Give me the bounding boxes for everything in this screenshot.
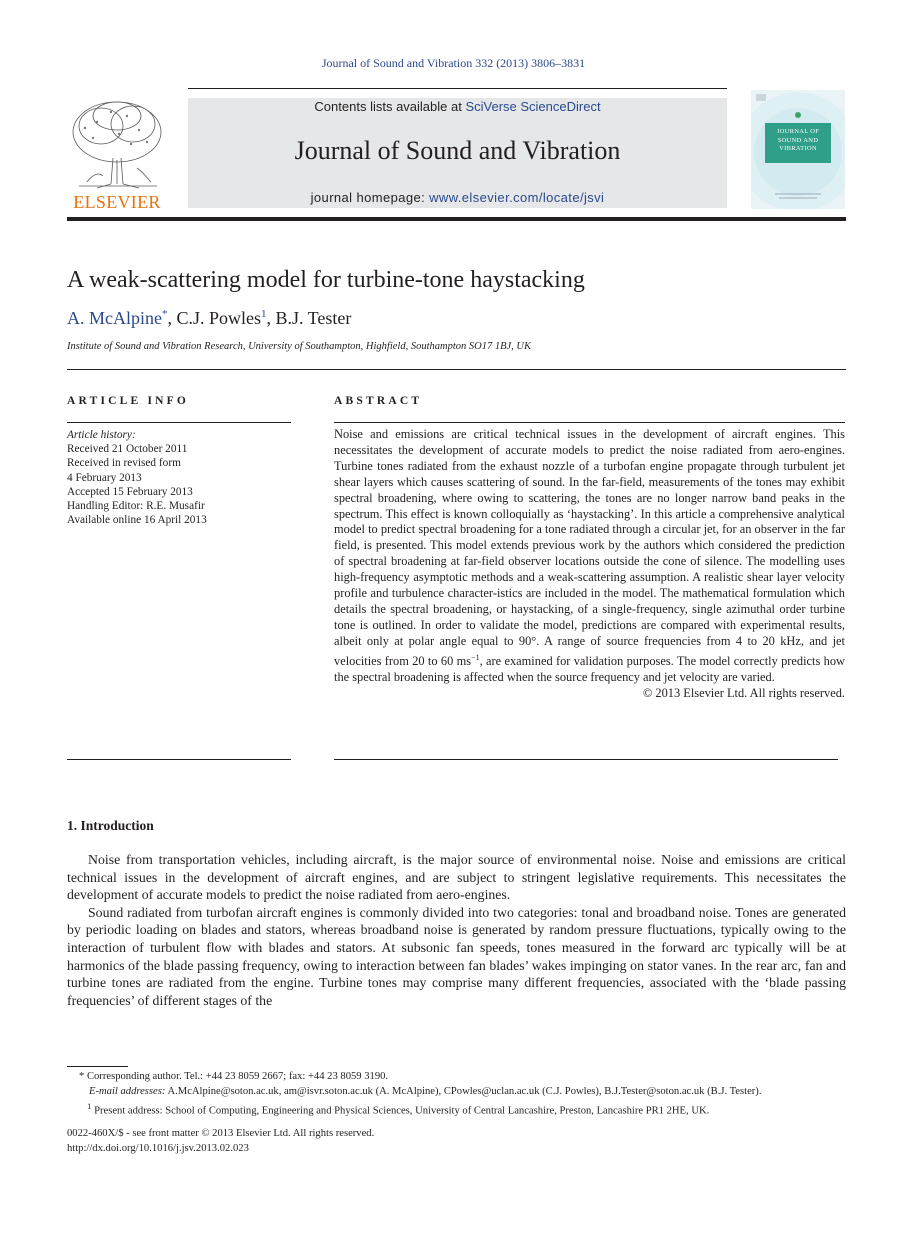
tree-icon	[67, 98, 167, 190]
author-mcalpine[interactable]: A. McAlpine	[67, 308, 162, 328]
history-label: Article history:	[67, 429, 136, 441]
footnote-mark: *	[79, 1071, 85, 1082]
contents-prefix: Contents lists available at	[314, 99, 466, 114]
footnote-corresponding	[67, 1069, 846, 1084]
abstract-superscript: −1	[471, 652, 480, 662]
footnote-present-address	[67, 1099, 846, 1119]
issn-line: 0022-460X/$ - see front matter © 2013 Elsevier Ltd. All rights reserved.	[67, 1128, 375, 1139]
abstract-copyright: © 2013 Elsevier Ltd. All rights reserved.	[642, 685, 845, 700]
header-rule	[188, 88, 727, 89]
author-list: A. McAlpine*, C.J. Powles$^1$, B.J. Tester	[67, 308, 352, 328]
title-divider	[67, 369, 846, 370]
contents-line	[188, 99, 727, 114]
email-label: E-mail addresses:	[89, 1086, 166, 1097]
article-history	[67, 428, 291, 527]
cover-title-line-3: VIBRATION	[779, 145, 817, 152]
front-matter	[67, 1126, 374, 1156]
history-line: Received in revised form	[67, 457, 181, 470]
journal-title: Journal of Sound and Vibration	[294, 136, 621, 165]
paragraph: Sound radiated from turbofan aircraft engines is commonly divided into two categories: tonal and broadband noise. Tones are generated by periodic loading on blades and stators, whereas broadband noise is generated by random pressure fluctuations, typically owing to the interaction of turbulent flow with blades and stators. At subsonic fan speeds, tones measured in the forward arc typically will be at harmonics of the blade passing frequency, owing to interaction between fan blades’ wakes impinging on stator vanes. In the rear arc, fan and turbine tones are radiated from the engine. Turbine tones may comprise many different frequencies, associated with the ‘blade passing frequencies’ of different stages of the	[67, 904, 846, 1008]
doi-link[interactable]: http://dx.doi.org/10.1016/j.jsv.2013.02.023	[67, 1143, 249, 1154]
history-line: 4 February 2013	[67, 471, 142, 484]
affiliation: Institute of Sound and Vibration Research, University of Southampton, Highfield, Southampton SO17 1BJ, UK	[67, 341, 531, 352]
cover-title-line-2: SOUND AND	[777, 136, 819, 144]
header-divider	[67, 217, 846, 221]
journal-cover-thumbnail[interactable]	[751, 90, 845, 209]
history-line: Available online 16 April 2013	[67, 514, 207, 527]
elsevier-wordmark: ELSEVIER	[73, 192, 161, 212]
abstract-body	[334, 427, 845, 702]
sciencedirect-link[interactable]: SciVerse ScienceDirect	[465, 99, 601, 114]
article-info-heading: ARTICLE INFO	[67, 395, 190, 407]
history-line: Accepted 15 February 2013	[67, 485, 193, 498]
footnotes	[67, 1069, 846, 1119]
abstract-text-part-1: Noise and emissions are critical technical issues in the development of aircraft engines. This necessitates the development of accurate models to predict the noise radiated from aero-engines. Turbine tones radiated from the exhaust nozzle of a turbofan engine propagate through turbulent jet shear layers which causes scattering of sound. In the far-field, measurements of the tones may exhibit spectral broadening, where owing to scattering, the tones are no longer narrow band peaks in the spectrum. This effect is known colloquially as ‘haystacking’. In this article a comprehensive analytical model to predict spectral broadening for a tone radiated through a circular jet, for an observer in the far field, is presented. This model extends previous work by the authors which considered the prediction of spectral broadening at far-field observer locations outside the cone of silence. The modelling uses high-frequency asymptotic methods and a weak-scattering assumption. A realistic shear layer velocity profile and turbulence character-istics are included in the model. The mathematical formulation which details the spectral broadening, or haystacking, of a single-frequency, single azimuthal order turbine tone is outlined. In order to validate the model, predictions are compared with experimental results, albeit only at polar angle equal to 90°. A range of source frequencies from 4 to 20 kHz, and jet velocities from 20 to 60 ms	[334, 427, 845, 668]
history-line: Handling Editor: R.E. Musafir	[67, 500, 205, 513]
journal-citation[interactable]: Journal of Sound and Vibration 332 (2013) 3806–3831	[321, 56, 586, 70]
author-powles: C.J. Powles	[176, 308, 261, 328]
email-addresses[interactable]: A.McAlpine@soton.ac.uk, am@isvr.soton.ac.uk (A. McAlpine), CPowles@uclan.ac.uk (C.J. Powles), B.J.Tester@soton.ac.uk (B.J. Tester).	[165, 1086, 762, 1097]
abstract-text-part-2: , are examined for validation purposes. The model correctly predicts how the spectral broadening is affected when the source frequency and jet velocity are varied.	[334, 653, 845, 684]
footnote-rule	[67, 1066, 128, 1067]
abstract-rule	[334, 422, 845, 423]
homepage-prefix: journal homepage:	[310, 190, 430, 205]
corresponding-mark[interactable]: *	[161, 308, 168, 320]
footnote-emails	[67, 1084, 846, 1099]
homepage-line	[188, 190, 727, 205]
author-tester: B.J. Tester	[275, 308, 352, 328]
footnote-mark: 1	[87, 1101, 92, 1111]
footnote-mark-1[interactable]: 1	[261, 308, 267, 320]
section-heading-introduction: 1. Introduction	[67, 818, 154, 833]
introduction-body	[67, 851, 846, 1009]
history-line: Received 21 October 2011	[67, 443, 188, 456]
article-title: A weak-scattering model for turbine-tone haystacking	[67, 267, 585, 293]
abstract-text	[334, 427, 845, 686]
homepage-link[interactable]: www.elsevier.com/locate/jsvi	[429, 190, 605, 205]
footnote-text: Corresponding author. Tel.: +44 23 8059 2667; fax: +44 23 8059 3190.	[84, 1071, 389, 1082]
article-info-rule	[67, 422, 291, 423]
article-info-bottom-rule	[67, 759, 291, 760]
cover-title-line-1: JOURNAL OF	[776, 128, 820, 135]
footnote-text: Present address: School of Computing, Engineering and Physical Sciences, University of Central Lancashire, Preston, Lancashire PR1 2HE, UK.	[91, 1105, 710, 1117]
abstract-bottom-rule	[334, 759, 838, 760]
abstract-heading: ABSTRACT	[334, 395, 423, 407]
paragraph: Noise from transportation vehicles, including aircraft, is the major source of environmental noise. Noise and emissions are critical technical issues in the development of aircraft engines, and are subject to stringent legislative requirements. This necessitates the development of accurate models to predict the noise radiated from aero-engines.	[67, 852, 846, 903]
